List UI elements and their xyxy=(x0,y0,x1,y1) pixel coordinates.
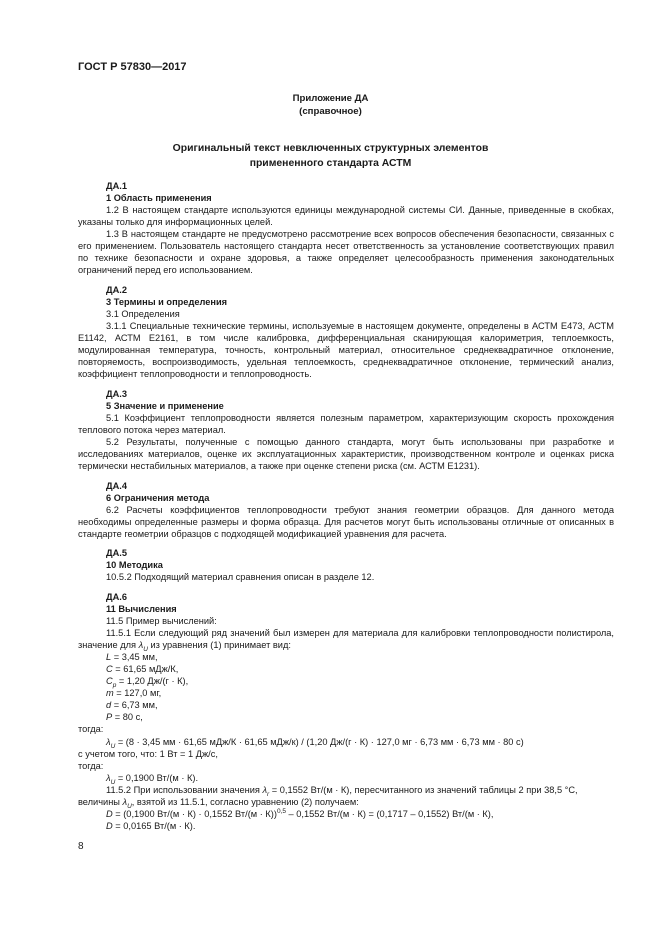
paragraph-11-5-2-cont: величины $\lambda_U$, взятой из 11.5.1, согласно уравнению (2) получаем: xyxy=(78,796,359,810)
paragraph-11-5-1 xyxy=(78,627,614,651)
section-mark-da2: ДА.2 xyxy=(106,284,127,295)
value-d: d = 6,73 мм, xyxy=(106,700,158,711)
standard-header: ГОСТ Р 57830—2017 xyxy=(78,61,187,73)
lambda-u-symbol: $\lambda_U$ xyxy=(138,640,148,653)
formula-D: D = (0,1900 Вт/(м · К) · 0,1552 Вт/(м · К))$^{0,5}$ – 0,1552 Вт/(м · К) = (0,1717 – 0,1552) Вт/(м · К), xyxy=(106,807,494,819)
page-number: 8 xyxy=(78,841,84,852)
section-mark-da1: ДА.1 xyxy=(106,181,127,191)
paragraph-11-5-2: 11.5.2 При использовании значения $\lambda_r = 0,1552$ Вт/(м · К), пересчитанного из значений таблицы 2 при 38,5 °C, xyxy=(106,784,578,798)
value-P: P = 80 с, xyxy=(106,712,143,723)
section-heading-significance: 5 Значение и применение xyxy=(106,400,224,411)
value-C: C = 61,65 мДж/К, xyxy=(106,664,179,675)
section-mark-da4: ДА.4 xyxy=(106,480,127,491)
then-label-2: тогда: xyxy=(78,760,104,771)
paragraph-11-5-1-text-a: 11.5.1 Если следующий ряд значений был измерен для материала для калибровки теплопроводности полистирола, значение для xyxy=(78,628,614,651)
annex-content xyxy=(78,180,614,832)
annex-main-title-line2: примененного стандарта АСТМ xyxy=(249,158,412,169)
value-L: L = 3,45 мм, xyxy=(106,652,158,663)
section-mark-da6: ДА.6 xyxy=(106,591,127,602)
annex-subtitle: (справочное) xyxy=(299,106,362,117)
note-watt: с учетом того, что: 1 Вт = 1 Дж/с, xyxy=(78,748,218,759)
paragraph-11-5: 11.5 Пример вычислений: xyxy=(106,616,217,627)
section-heading-calculation: 11 Вычисления xyxy=(106,604,177,614)
annex-title: Приложение ДА xyxy=(292,93,369,104)
paragraph-3-1-1: 3.1.1 Специальные технические термины, используемые в настоящем документе, определены в АСТМ Е473, АСТМ Е1142, АСТМ Е2161, в том числе калибровка, дифференциальная сканирующая калориметрия, теплоемкость, модулированная температура, точность, контрольный материал, относительное среднеквадратичное отклонение, повторяемость, воспроизводимость, удельная теплоемкость, среднеквадратичное отклонение, термический анализ, коэффициент теплопроводности и теплопроводность. xyxy=(78,321,614,380)
section-mark-da5: ДА.5 xyxy=(106,548,127,559)
paragraph-5-1: 5.1 Коэффициент теплопроводности является полезным параметром, характеризующим скорость прохождения теплового потока через материал. xyxy=(78,412,614,435)
paragraph-6-2: 6.2 Расчеты коэффициентов теплопроводности требуют знания геометрии образцов. Для данного метода необходимы определенные размеры и форма образца. Для расчетов могут быть использованы отличные от описанных в стандарте геометрии образцов с подходящей модификацией уравнения для расчета. xyxy=(78,504,614,539)
section-mark-da3: ДА.3 xyxy=(106,388,127,399)
result-lambda-u: $\lambda_U = 0,1900$ Вт/(м · К). xyxy=(106,772,199,786)
section-heading-procedure: 10 Методика xyxy=(106,560,163,571)
paragraph-1-3: 1.3 В настоящем стандарте не предусмотрено рассмотрение всех вопросов обеспечения безопасности, связанных с его применением. Пользователь настоящего стандарта несет ответственность за установление соответствующих правил по технике безопасности и охране здоровья, а также определяет целесообразность применения законодательных ограничений перед его использованием. xyxy=(78,229,614,276)
formula-lambda-u: $\lambda_U = (8 \cdot 3,45$ мм · 61,65 мДж/К · 61,65 мДж/к) / (1,20 Дж/(г · К) · 127,0 мг · 6,73 мм · 6,73 мм · 80 с) xyxy=(106,736,524,750)
value-Cp: $C_p = 1,20$ Дж/(г · К), xyxy=(106,676,189,690)
paragraph-1-2: 1.2 В настоящем стандарте используются единицы международной системы СИ. Данные, приведенные в скобках, указаны только для информационных целей. xyxy=(78,205,614,228)
paragraph-11-5-1-text-b: из уравнения (1) принимает вид: xyxy=(147,640,291,651)
annex-heading xyxy=(0,92,661,118)
value-m: m = 127,0 мг, xyxy=(106,688,162,699)
paragraph-5-2: 5.2 Результаты, полученные с помощью данного стандарта, могут быть использованы при разработке и исследованиях материалов, оценке их эксплуатационных характеристик, производственном контроле и оценках риска термически нестабильных материалов, а также при оценке степени риска (см. АСТМ Е1231). xyxy=(78,436,614,472)
result-D: D = 0,0165 Вт/(м · К). xyxy=(106,820,196,831)
annex-main-title-line1: Оригинальный текст невключенных структурных элементов xyxy=(172,143,489,154)
paragraph-10-5-2: 10.5.2 Подходящий материал сравнения описан в разделе 12. xyxy=(106,572,375,583)
section-heading-limitations: 6 Ограничения метода xyxy=(106,492,210,503)
section-heading-scope: 1 Область применения xyxy=(106,193,212,204)
section-heading-terms: 3 Термины и определения xyxy=(106,296,228,307)
paragraph-3-1: 3.1 Определения xyxy=(106,308,180,319)
annex-main-title xyxy=(0,141,661,171)
then-label-1: тогда: xyxy=(78,724,104,735)
